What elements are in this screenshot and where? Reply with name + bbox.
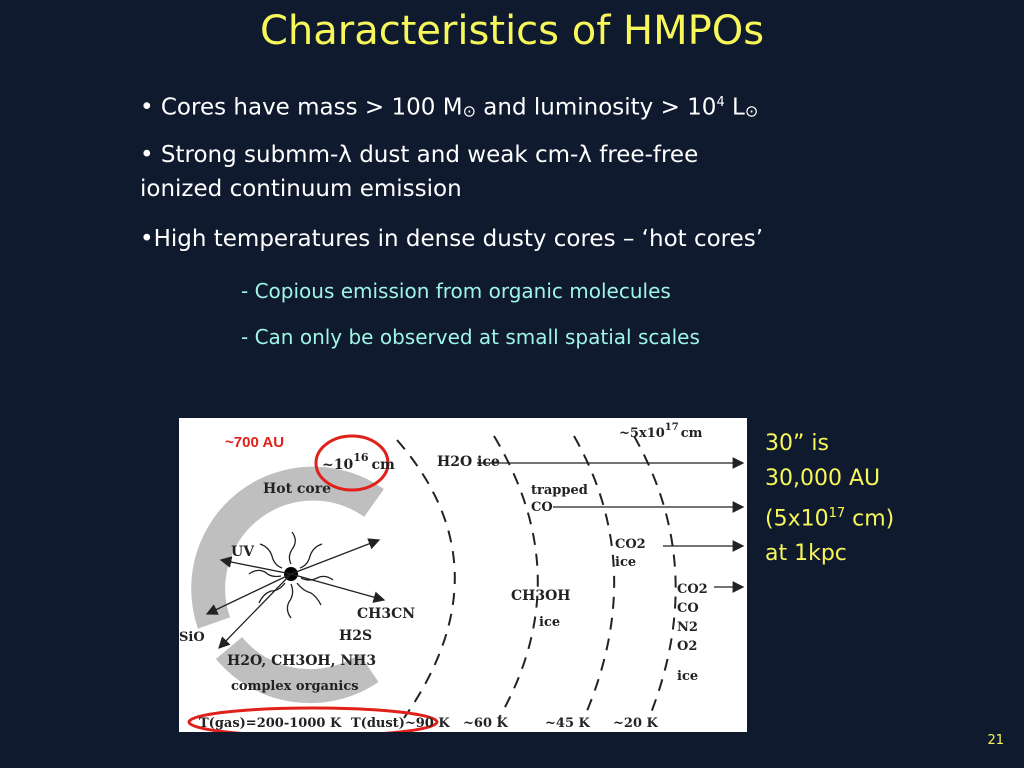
label-t-60: ~60 K bbox=[463, 716, 508, 731]
label-ice-right: ice bbox=[677, 669, 699, 684]
bullet-1-mid: and luminosity > 10 bbox=[475, 94, 717, 121]
label-n2-right: N2 bbox=[677, 620, 698, 635]
note-line-1: 30” is bbox=[765, 431, 829, 456]
label-h2o-ch3oh-nh3: H2O, CH3OH, NH3 bbox=[227, 653, 377, 669]
slide-title: Characteristics of HMPOs bbox=[259, 8, 765, 54]
page-number: 21 bbox=[987, 733, 1004, 748]
bullet-hot-cores: •High temperatures in dense dusty cores – ‘hot cores’ bbox=[140, 226, 764, 252]
bullet-2-line-1: • Strong submm-λ dust and weak cm-λ free-free bbox=[140, 142, 699, 168]
note-line-3: ($5x10^{17}$ cm) bbox=[765, 506, 895, 532]
label-trapped: trapped bbox=[531, 483, 588, 498]
bullet-1-end: L bbox=[724, 94, 745, 121]
label-t-20: ~20 K bbox=[613, 716, 658, 731]
bullet-2-line-2: ionized continuum emission bbox=[140, 176, 462, 202]
label-co-right: CO bbox=[677, 601, 699, 616]
label-10-16: $\sim 10^{16}$ cm bbox=[322, 451, 395, 473]
solar-symbol: ⊙ bbox=[462, 101, 476, 121]
label-t-45: ~45 K bbox=[545, 716, 590, 731]
label-h2o-ice: H2O ice bbox=[437, 454, 500, 470]
label-uv: UV bbox=[231, 544, 255, 560]
hot-core-diagram bbox=[179, 418, 747, 732]
label-o2-right: O2 bbox=[677, 639, 698, 654]
sub-bullet-spatial: - Can only be observed at small spatial scales bbox=[241, 325, 700, 349]
label-co-trapped: CO bbox=[531, 500, 553, 515]
label-ch3oh-ice: ice bbox=[539, 615, 561, 630]
label-complex-organics: complex organics bbox=[231, 679, 359, 694]
label-sio: SiO bbox=[179, 630, 205, 645]
sub-bullet-organic: - Copious emission from organic molecules bbox=[241, 279, 671, 303]
label-700-au: ~700 AU bbox=[225, 434, 285, 451]
bullet-mass-luminosity bbox=[140, 86, 758, 129]
label-t-dust: T(dust)~90 K bbox=[351, 716, 450, 731]
label-hot-core: Hot core bbox=[263, 481, 332, 497]
label-ch3cn: CH3CN bbox=[357, 606, 416, 622]
label-h2s: H2S bbox=[339, 628, 373, 644]
bullet-1-prefix: • Cores have mass > 100 M bbox=[140, 94, 463, 121]
bullet-1-exponent: 4 bbox=[716, 95, 725, 110]
note-line-2: 30,000 AU bbox=[765, 466, 881, 491]
bullet-continuum bbox=[140, 138, 698, 206]
label-ch3oh: CH3OH bbox=[511, 588, 571, 604]
note-line-4: at 1kpc bbox=[765, 541, 847, 567]
label-co2-ice: CO2 bbox=[615, 537, 646, 552]
label-t-gas: T(gas)=200-1000 K bbox=[199, 716, 342, 731]
label-5x10-17: $\sim 5x10^{17}$ cm bbox=[619, 422, 703, 441]
label-co2-right: CO2 bbox=[677, 582, 708, 597]
temperature-shells bbox=[397, 436, 676, 718]
solar-symbol-2: ⊙ bbox=[744, 101, 759, 121]
label-co2-ice-word: ice bbox=[615, 555, 637, 570]
scale-note bbox=[765, 426, 894, 571]
